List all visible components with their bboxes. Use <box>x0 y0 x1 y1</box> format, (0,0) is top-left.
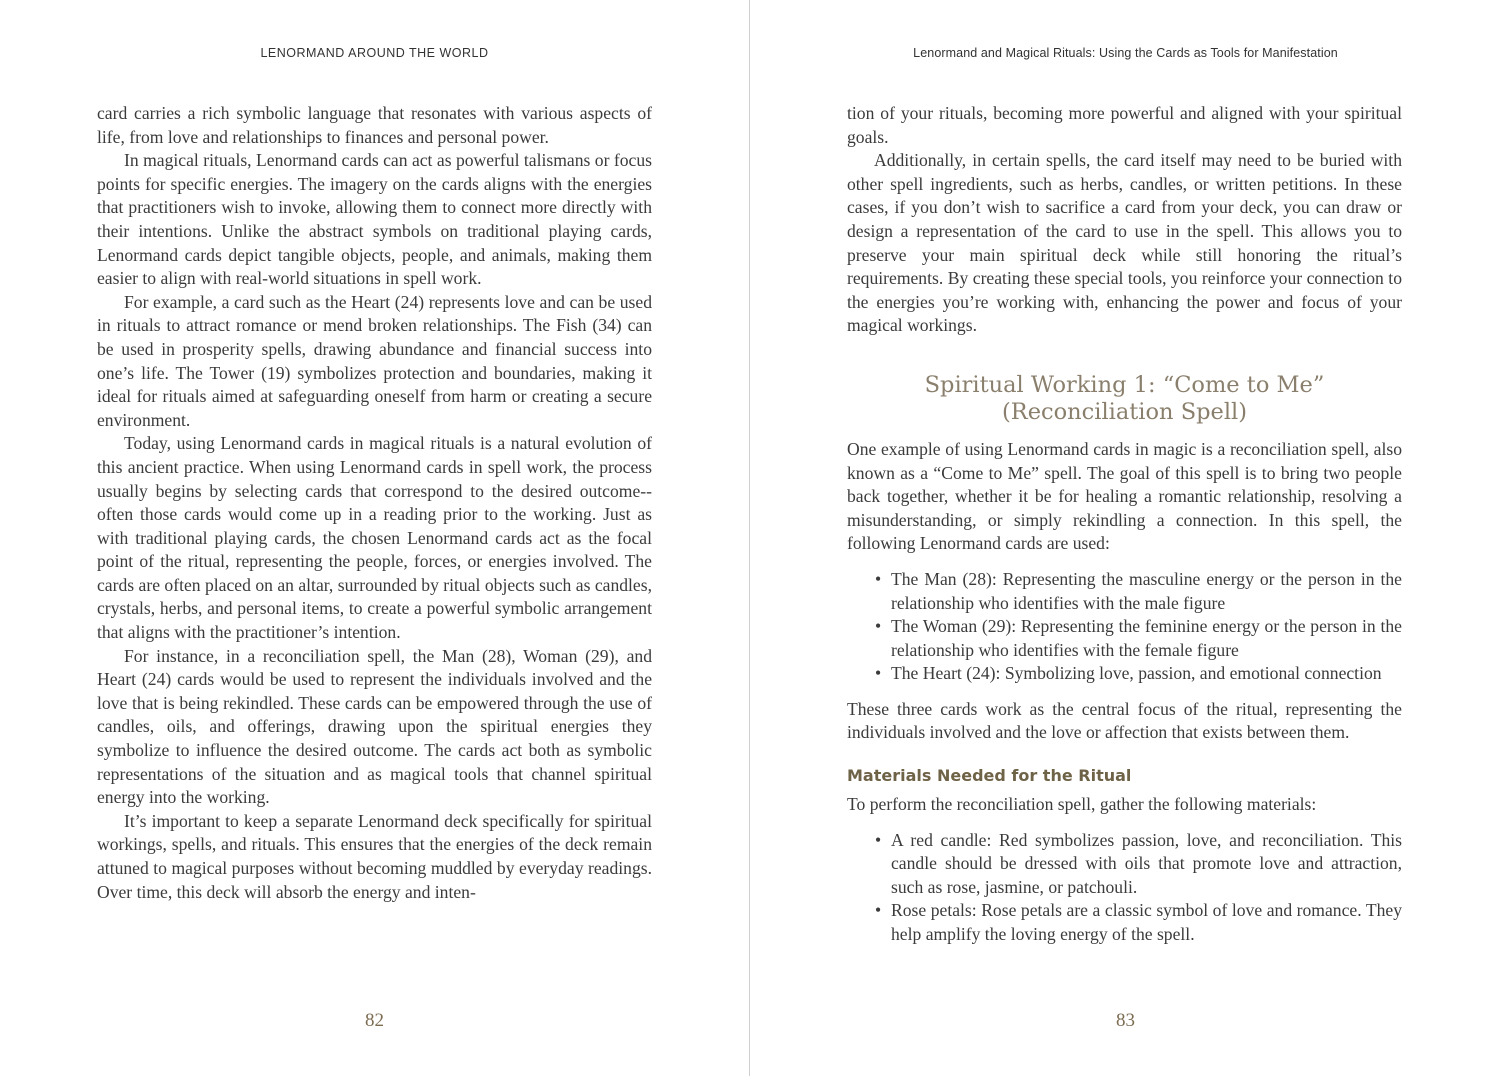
list-item <box>875 662 1402 686</box>
page-number-left: 82 <box>365 1010 384 1031</box>
paragraph: It’s important to keep a separate Lenormand deck specifically for spiritual workings, spells, and rituals. This ensures that the energies of the deck remain attuned to magical purposes without becoming muddled by everyday readings. Over time, this deck will absorb the energy and inten- <box>97 810 652 902</box>
list-item <box>875 615 1402 662</box>
paragraph: tion of your rituals, becoming more powerful and aligned with your spiritual goals. <box>847 103 1402 147</box>
materials-list <box>847 829 1402 947</box>
bullet-icon: • <box>875 829 882 850</box>
left-page-body <box>97 102 652 904</box>
list-item <box>875 899 1402 946</box>
paragraph: For instance, in a reconciliation spell, the Man (28), Woman (29), and Heart (24) cards would be used to represent the individuals involved and the love that is being rekindled. These cards can be empowered through the use of candles, oils, and offerings, drawing upon the spiritual energies they symbolize to influence the desired outcome. The cards act both as symbolic representations of the situation and as magical tools that channel spiritual energy into the working. <box>97 645 652 808</box>
section-title <box>847 372 1402 426</box>
paragraph: Today, using Lenormand cards in magical rituals is a natural evolution of this ancient practice. When using Lenormand cards in spell work, the process usually begins by selecting cards that correspond to the desired outcome--often those cards would come up in a reading prior to the working. Just as with traditional playing cards, the chosen Lenormand cards act as the focal point of the ritual, representing the people, forces, or energies involved. The cards are often placed on an altar, surrounded by ritual objects such as candles, crystals, herbs, and personal items, to create a powerful symbolic arrangement that aligns with the practitioner’s intention. <box>97 433 652 643</box>
running-head-left: LENORMAND AROUND THE WORLD <box>260 46 489 60</box>
bullet-icon: • <box>875 900 882 921</box>
left-page <box>0 0 749 1076</box>
bullet-icon: • <box>875 568 882 589</box>
list-item <box>875 568 1402 615</box>
bullet-icon: • <box>875 663 882 684</box>
paragraph: Additionally, in certain spells, the card itself may need to be buried with other spell ingredients, such as herbs, candles, or written petitions. In these cases, if you don’t wish to sacrifice a card from your deck, you can draw or design a representation of the card to use in the spell. This allows you to preserve your main spiritual deck while still honoring the ritual’s requirements. By creating these special tools, you reinforce your connection to the energies you’re working with, enhancing the power and focus of your magical workings. <box>847 150 1402 336</box>
materials-heading: Materials Needed for the Ritual <box>847 766 1132 786</box>
running-head-right: Lenormand and Magical Rituals: Using the Cards as Tools for Manifestation <box>913 46 1338 60</box>
card-list <box>847 568 1402 686</box>
materials-intro: To perform the reconciliation spell, gather the following materials: <box>847 794 1317 815</box>
gutter-divider <box>749 0 750 1076</box>
list-item-text: The Man (28): Representing the masculine energy or the person in the relationship who identifies with the male figure <box>891 568 1402 613</box>
paragraph: For example, a card such as the Heart (24) represents love and can be used in rituals to attract romance or mend broken relationships. The Fish (34) can be used in prosperity spells, drawing abundance and financial success into one’s life. The Tower (19) symbolizes protection and boundaries, making it ideal for rituals aimed at safeguarding oneself from harm or creating a secure environment. <box>97 291 652 430</box>
list-item-text: A red candle: Red symbolizes passion, love, and reconciliation. This candle should be dressed with oils that promote love and attraction, such as rose, jasmine, or patchouli. <box>891 829 1402 897</box>
list-item-text: The Heart (24): Symbolizing love, passion, and emotional connection <box>891 663 1382 684</box>
section-title-line-2: (Reconciliation Spell) <box>1001 398 1247 425</box>
list-item-text: The Woman (29): Representing the feminine energy or the person in the relationship who identifies with the female figure <box>891 616 1402 660</box>
section-title-line-1: Spiritual Working 1: “Come to Me” <box>924 371 1325 398</box>
list-item-text: Rose petals: Rose petals are a classic symbol of love and romance. They help amplify the loving energy of the spell. <box>891 900 1402 945</box>
section-intro: One example of using Lenormand cards in magic is a reconciliation spell, also known as a “Come to Me” spell. The goal of this spell is to bring two people back together, whether it be for healing a romantic relationship, resolving a misunderstanding, or simply rekindling a connection. In this spell, the following Lenormand cards are used: <box>847 438 1402 554</box>
paragraph: card carries a rich symbolic language that resonates with various aspects of life, from love and relationships to finances and personal power. <box>97 103 652 147</box>
cards-summary: These three cards work as the central focus of the ritual, representing the individuals involved and the love or affection that exists between them. <box>847 698 1402 743</box>
paragraph: In magical rituals, Lenormand cards can act as powerful talismans or focus points for specific energies. The imagery on the cards aligns with the energies that practitioners wish to invoke, allowing them to connect more directly with their intentions. Unlike the abstract symbols on traditional playing cards, Lenormand cards depict tangible objects, people, and animals, making them easier to align with real-world situations in spell work. <box>97 150 652 289</box>
page-number-right: 83 <box>1116 1010 1135 1031</box>
bullet-icon: • <box>875 616 882 637</box>
right-page-body <box>847 102 1402 959</box>
list-item <box>875 829 1402 900</box>
right-page <box>751 0 1500 1076</box>
